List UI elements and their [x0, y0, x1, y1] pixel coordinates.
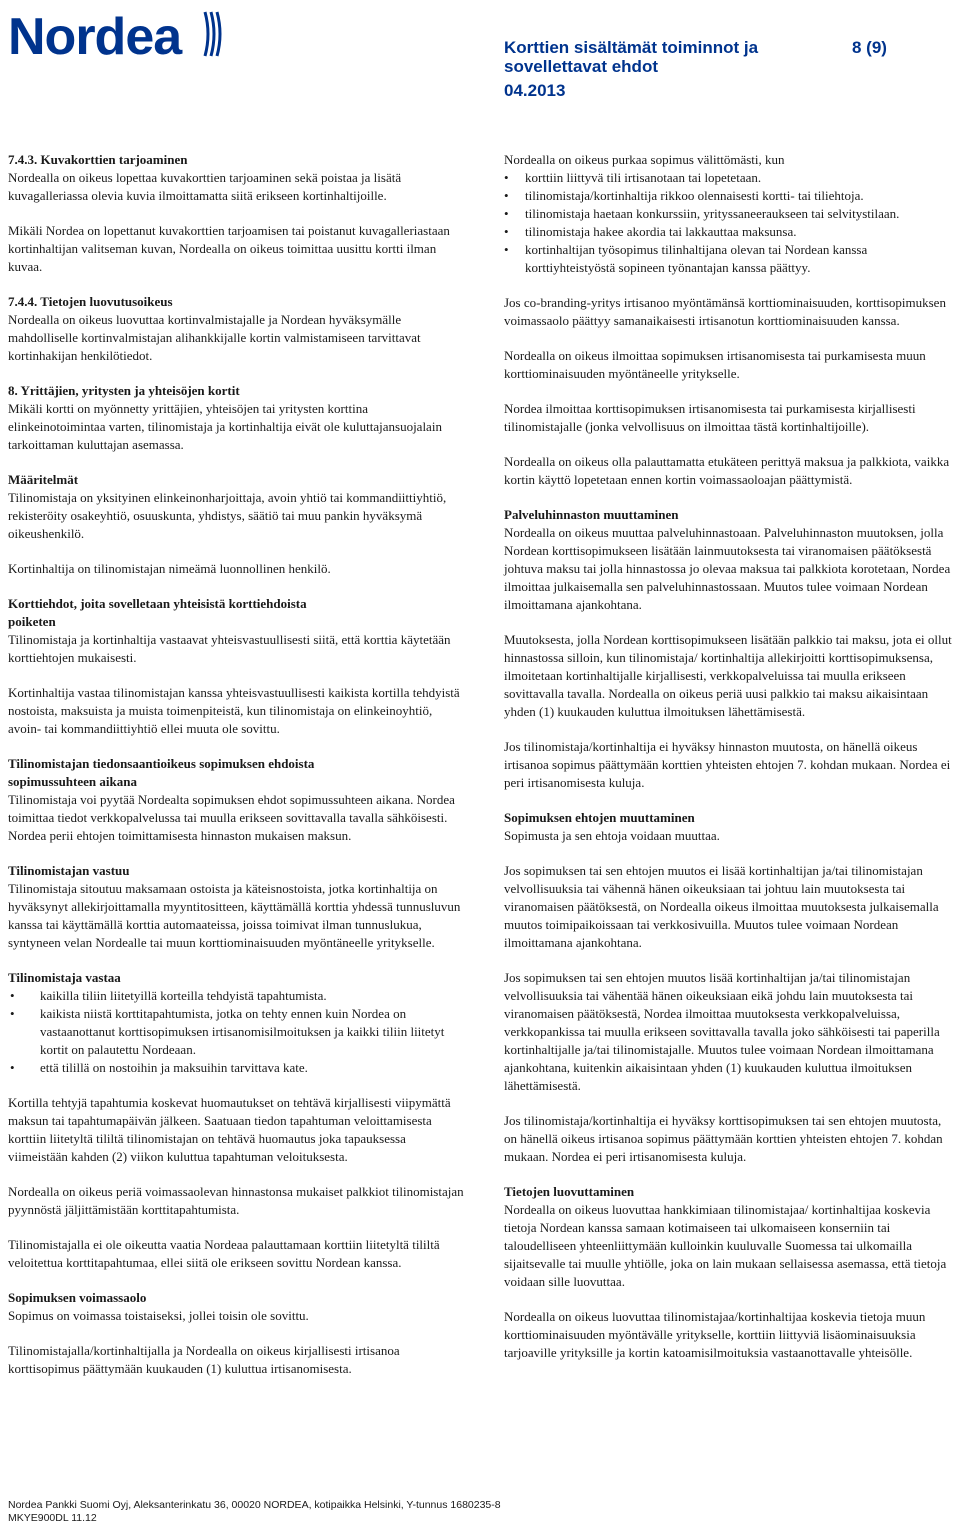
vastaa-list: [8, 987, 466, 1077]
footer-company-info: Nordea Pankki Suomi Oyj, Aleksanterinkatu 36, 00020 NORDEA, kotipaikka Helsinki, Y-tunnus 1680235-8: [8, 1499, 501, 1511]
palveluhinnasto-heading: Palveluhinnaston muuttaminen: [504, 507, 679, 522]
purku-intro: Nordealla on oikeus purkaa sopimus välittömästi, kun: [504, 152, 785, 167]
ehtojen-muuttaminen-paragraph-4: Jos tilinomistaja/kortinhaltija ei hyväksy korttisopimuksen tai sen ehtojen muutosta, on hänellä oikeus irtisanoa sopimus päättymään korttien yhteisten ehtojen 7. kohdan mukaan. Nordea ei peri irtisanomisesta kuluja.: [504, 1113, 943, 1164]
vastaa-paragraph-2: Nordealla on oikeus periä voimassaolevan hinnastonsa mukaiset palkkiot tilinomistajan pyynnöstä jäljittämistään korttitapahtumista.: [8, 1184, 464, 1217]
nordea-logo: [8, 4, 228, 64]
korttiehdot-heading-line2: poiketen: [8, 614, 56, 629]
tiedonsaanti-heading-line1: Tilinomistajan tiedonsaantioikeus sopimuksen ehdoista: [8, 756, 315, 771]
left-column: [8, 151, 466, 1395]
footer-form-code: MKYE900DL 11.12: [8, 1512, 97, 1524]
vastaa-paragraph-1: Kortilla tehtyjä tapahtumia koskevat huomautukset on tehtävä kirjallisesti viipymättä maksun tai tapahtumapäivän jälkeen. Saatuaan tiedon tapahtuman veloittamisesta korttiin liitetyltä tililtä tilinomistajan on tehtävä huomautus joka tapauksessa viimeistään kahden (2) viikon kuluttua tapahtuman veloituksesta.: [8, 1095, 451, 1164]
section-8-heading: 8. Yrittäjien, yritysten ja yhteisöjen kortit: [8, 383, 240, 398]
korttiehdot-paragraph-2: Kortinhaltija vastaa tilinomistajan kanssa yhteisvastuullisesti kaikista kortilla tehdyistä nostoista, maksuista ja muista toimenpiteistä, kun tilinomistaja on elinkeinoyhtiö, avoin- tai kommandiittiyhtiö ellei muuta ole sovittu.: [8, 685, 460, 736]
palveluhinnasto-paragraph-3: Jos tilinomistaja/kortinhaltija ei hyväksy hinnaston muutosta, on hänellä oikeus irtisanoa sopimus päättymään korttien yhteisten ehtojen 7. kohdan mukaan. Nordea ei peri irtisanomisesta kuluja.: [504, 739, 951, 790]
korttiehdot-heading-line1: Korttiehdot, joita sovelletaan yhteisistä korttiehdoista: [8, 596, 307, 611]
page-footer: [8, 1499, 501, 1525]
tietojen-luovuttaminen-heading: Tietojen luovuttaminen: [504, 1184, 635, 1199]
nordea-sail-mark: [205, 12, 220, 56]
document-title: Korttien sisältämät toiminnot ja sovellettavat ehdot: [504, 38, 759, 76]
page-number: 8 (9): [852, 38, 887, 57]
list-item: • kaikista niistä korttitapahtumista, jotka on tehty ennen kuin Nordea on vastaanottanut korttisopimuksen irtisanomisilmoituksen ja kaikki tiliin liitetyt kortit on palautettu Nordeaan.: [8, 1005, 466, 1059]
ehtojen-muuttaminen-paragraph-3: Jos sopimuksen tai sen ehtojen muutos lisää kortinhaltijan ja/tai tilinomistajan velvollisuuksia tai vähentää hänen oikeuksiaan eikä johdu lain muutoksesta tai viranomaisen päätöksestä, Nordea ilmoittaa muutoksesta verkkopalveluissa, verkkopankissa tai muulla erikseen sovittavalla tavalla joko sähköisesti tai paperilla kortinhaltijalle ja/tai tilinomistajalle. Muutos tulee voimaan Nordean ilmoittamana ajankohtana, kuitenkin aikaisintaan yhden (1) kuukauden kuluttua ilmoituksen lähettämisestä.: [504, 970, 940, 1093]
maaritelmat-heading: Määritelmät: [8, 472, 79, 487]
list-item: • tilinomistaja haetaan konkurssiin, yrityssaneeraukseen tai selvitystilaan.: [504, 205, 956, 223]
vastuu-heading: Tilinomistajan vastuu: [8, 863, 130, 878]
purku-list: [504, 169, 956, 277]
tietojen-luovuttaminen-paragraph-2: Nordealla on oikeus luovuttaa tilinomistajaa/kortinhaltijaa koskevia tietoja muun korttiominaisuuden myöntävälle yritykselle, korttiin liittyviä lisäominaisuuksia tarjoaville yrityksille ja kortin katoamisilmoituksia vastaanottavalle yhteisölle.: [504, 1309, 926, 1360]
ehtojen-muuttaminen-heading: Sopimuksen ehtojen muuttaminen: [504, 810, 695, 825]
section-744-heading: 7.4.4. Tietojen luovutusoikeus: [8, 294, 173, 309]
list-item: • korttiin liittyvä tili irtisanotaan tai lopetetaan.: [504, 169, 956, 187]
voimassaolo-heading: Sopimuksen voimassaolo: [8, 1290, 147, 1305]
document-date: 04.2013: [504, 81, 566, 100]
section-743-paragraph-1: Nordealla on oikeus lopettaa kuvakorttien tarjoaminen sekä poistaa ja lisätä kuvagalleriassa olevia kuvia ilmoittamatta siitä erikseen kortinhaltijoille.: [8, 170, 402, 203]
voimassaolo-paragraph-1: Sopimus on voimassa toistaiseksi, jollei toisin ole sovittu.: [8, 1308, 309, 1323]
section-744-paragraph-1: Nordealla on oikeus luovuttaa kortinvalmistajalle ja Nordean hyväksymälle mahdolliselle kortinvalmistajan alihankkijalle kortin valmistamiseen tarvittavat kortinhakijan henkilötiedot.: [8, 312, 421, 363]
cobranding-paragraph: Jos co-branding-yritys irtisanoo myöntämänsä korttiominaisuuden, korttisopimuksen voimassaolo päättyy samanaikaisesti irtisanotun korttiominaisuuden kanssa.: [504, 295, 946, 328]
maaritelmat-paragraph-1: Tilinomistaja on yksityinen elinkeinonharjoittaja, avoin yhtiö tai kommandiittiyhtiö, rekisteröity osakeyhtiö, osuuskunta, yhdistys, säätiö tai muu pankin hyväksymä oikeushenkilö.: [8, 490, 447, 541]
list-item: • tilinomistaja/kortinhaltija rikkoo olennaisesti kortti- tai tiliehtoja.: [504, 187, 956, 205]
list-item: • että tilillä on nostoihin ja maksuihin tarvittava kate.: [8, 1059, 466, 1077]
section-743-paragraph-2: Mikäli Nordea on lopettanut kuvakorttien tarjoamisen tai poistanut kuvagalleriastaan kortinhaltijan valitseman kuvan, Nordealla on oikeus toimittaa uusittu kortti ilman kuvaa.: [8, 223, 450, 274]
ehtojen-muuttaminen-paragraph-1: Sopimusta ja sen ehtoja voidaan muuttaa.: [504, 828, 720, 843]
list-item: • kaikilla tiliin liitetyillä korteilla tehdyistä tapahtumista.: [8, 987, 466, 1005]
ehtojen-muuttaminen-paragraph-2: Jos sopimuksen tai sen ehtojen muutos ei lisää kortinhaltijan ja/tai tilinomistajan velvollisuuksia tai vähennä hänen oikeuksiaan tai johtuu lain muutoksesta tai viranomaisen päätöksestä, on Nordealla oikeus ilmoittaa muutoksesta julkaisemalla muutos toimipaikoissaan tai verkkosivuilla. Muutos tulee voimaan Nordean ilmoittamana ajankohtana.: [504, 863, 939, 950]
tietojen-luovuttaminen-paragraph-1: Nordealla on oikeus luovuttaa hankkimiaan tilinomistajaa/ kortinhaltijaa koskevia tietoja Nordean kanssa samaan kotimaiseen tai ulkomaiseen konserniin tai taloudelliseen yhteenliittymään kulloinkin kuuluvalle Suomessa tai ulkomailla sijaitsevalle tai muulle yhtiölle, joka on lain mukaan sellaisessa asemassa, että tietoja voidaan sille luovuttaa.: [504, 1202, 947, 1289]
ilmoittaa-paragraph: Nordealla on oikeus ilmoittaa sopimuksen irtisanomisesta tai purkamisesta muun korttiominaisuuden myöntäneelle yritykselle.: [504, 348, 926, 381]
list-item: • tilinomistaja hakee akordia tai lakkauttaa maksunsa.: [504, 223, 956, 241]
vastaa-heading: Tilinomistaja vastaa: [8, 970, 121, 985]
nordea-logo-text: Nordea: [8, 8, 182, 64]
palveluhinnasto-paragraph-1: Nordealla on oikeus muuttaa palveluhinnastoaan. Palveluhinnaston muutoksen, jolla Nordean korttisopimukseen lisätään lainmuutoksesta tai viranomaisen päätöksestä johtuva maksu tai jolla hinnastossa jo olevaa maksua tai palkkiota korotetaan, Nordea ilmoittaa julkaisemalla sen palveluhinnastossaan. Muutos tulee voimaan Nordean ilmoittamana ajankohtana.: [504, 525, 951, 612]
palauttamatta-paragraph: Nordealla on oikeus olla palauttamatta etukäteen perittyä maksua ja palkkiota, vaikka kortin käyttö lopetetaan ennen kortin voimassaoloajan päättymistä.: [504, 454, 950, 487]
tiedonsaanti-paragraph-1: Tilinomistaja voi pyytää Nordealta sopimuksen ehdot sopimussuhteen aikana. Nordea toimittaa tiedot verkkopalvelussa tai muulla erikseen sovittavalla tavalla sähköisesti. Nordea perii ehtojen toimittamisesta hinnaston mukaisen maksun.: [8, 792, 455, 843]
section-8-paragraph-1: Mikäli kortti on myönnetty yrittäjien, yhteisöjen tai yritysten korttina elinkeinotoimintaa varten, tilinomistaja ja kortinhaltija eivät ole kuluttajansuojalain tarkoittaman kuluttajan asemassa.: [8, 401, 442, 452]
list-item: • kortinhaltijan työsopimus tilinhaltijana olevan tai Nordean kanssa korttiyhteistyöstä sopineen työnantajan kanssa päättyy.: [504, 241, 956, 277]
palveluhinnasto-paragraph-2: Muutoksesta, jolla Nordean korttisopimukseen lisätään palkkio tai maksu, jota ei ollut hinnastossa silloin, kun tilinomistaja/ kortinhaltija allekirjoitti korttisopimuksensa, ilmoitetaan kortinhaltijalle kirjallisesti, verkkopalveluissa tai muulla erikseen sovittavalla tavalla. Nordealla on oikeus periä uusi palkkio tai maksu aikaisintaan yhden (1) kuukauden kuluttua ilmoituksen lähettämisestä.: [504, 632, 952, 719]
maaritelmat-paragraph-2: Kortinhaltija on tilinomistajan nimeämä luonnollinen henkilö.: [8, 561, 331, 576]
voimassaolo-paragraph-2: Tilinomistajalla/kortinhaltijalla ja Nordealla on oikeus kirjallisesti irtisanoa korttisopimus päättymään kuukauden (1) kuluttua irtisanomisesta.: [8, 1343, 400, 1376]
vastaa-paragraph-3: Tilinomistajalla ei ole oikeutta vaatia Nordeaa palauttamaan korttiin liitetyltä tililtä veloitettua korttitapahtumaa, ellei siitä ole erikseen sovittu Nordean kanssa.: [8, 1237, 440, 1270]
korttiehdot-paragraph-1: Tilinomistaja ja kortinhaltija vastaavat yhteisvastuullisesti siitä, että korttia käytetään korttiehtojen mukaisesti.: [8, 632, 451, 665]
right-column: [504, 151, 956, 1379]
tiedonsaanti-heading-line2: sopimussuhteen aikana: [8, 774, 137, 789]
section-743-heading: 7.4.3. Kuvakorttien tarjoaminen: [8, 152, 188, 167]
vastuu-paragraph-1: Tilinomistaja sitoutuu maksamaan ostoista ja käteisnostoista, jotka kortinhaltija on hyväksynyt allekirjoittamalla myyntitositteen, käyttämällä korttia yhdessä tunnusluvun kanssa tai käyttämällä korttia automaateissa, joissa toimivat ilman tunnuslukua, syntyneen velan Nordealle tai muun korttiominaisuuden myöntäneelle yritykselle.: [8, 881, 461, 950]
ilmoitus-paragraph: Nordea ilmoittaa korttisopimuksen irtisanomisesta tai purkamisesta kirjallisesti tilinomistajalle (jonka velvollisuus on ilmoittaa tästä kortinhaltijoille).: [504, 401, 916, 434]
